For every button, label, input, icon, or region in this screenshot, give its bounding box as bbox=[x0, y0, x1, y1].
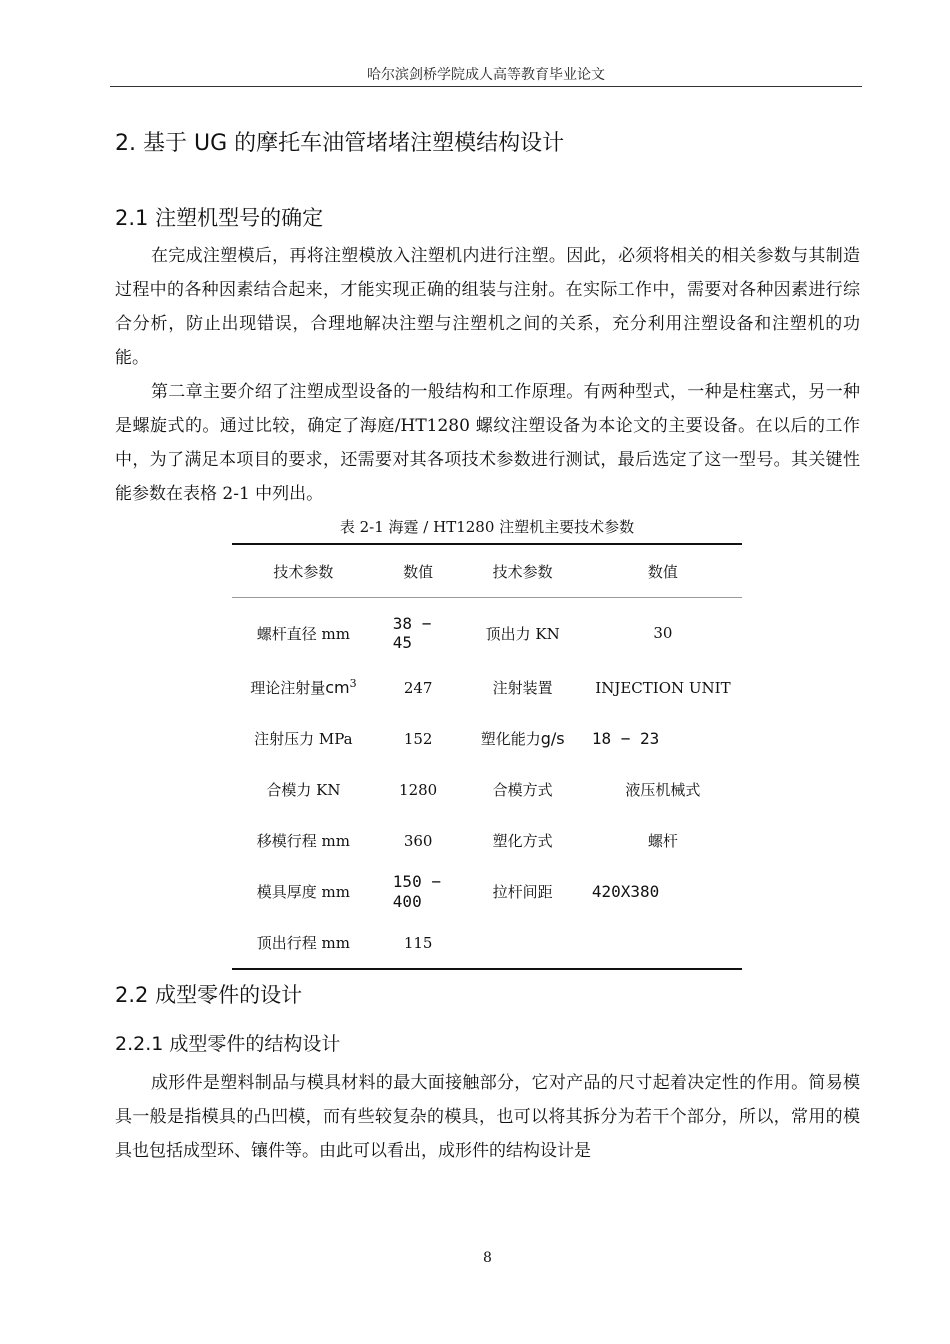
param-cell: 拉杆间距 bbox=[492, 883, 553, 901]
running-header: 哈尔滨剑桥学院成人高等教育毕业论文 bbox=[367, 67, 605, 83]
param-label: 理论注射量 bbox=[250, 679, 326, 697]
page-number: 8 bbox=[483, 1250, 492, 1266]
param-cell: 注射装置 bbox=[492, 679, 553, 697]
value-cell: 115 bbox=[403, 933, 433, 952]
table-row bbox=[232, 598, 742, 663]
unit-superscript: 3 bbox=[349, 677, 357, 690]
unit-label: cm bbox=[325, 678, 350, 697]
section-2-2-title: 2.2 成型零件的设计 bbox=[115, 983, 303, 1007]
value-cell: 30 bbox=[653, 624, 673, 642]
value-cell: 150 − 400 bbox=[392, 871, 441, 911]
chapter-title: 2. 基于 UG 的摩托车油管堵堵注塑模结构设计 bbox=[115, 131, 565, 156]
value-cell: 18 − 23 bbox=[591, 729, 660, 748]
header-param-2: 技术参数 bbox=[492, 562, 553, 581]
param-cell: 注射压力 MPa bbox=[254, 730, 353, 748]
header-rule bbox=[110, 86, 862, 87]
param-cell: 合模力 KN bbox=[266, 781, 341, 799]
param-cell: 塑化方式 bbox=[492, 832, 553, 850]
section-2-2-1-paragraph: 成形件是塑料制品与模具材料的最大面接触部分，它对产品的尺寸起着决定性的作用。简易模具一般是指模具的凸凹模，而有些较复杂的模具，也可以将其拆分为若干个部分，所以，常用的模具也包括成型环、镶件等。由此可以看出，成形件的结构设计是 bbox=[115, 1073, 860, 1161]
section-2-1-paragraph-1: 在完成注塑模后，再将注塑模放入注塑机内进行注塑。因此，必须将相关的相关参数与其制造过程中的各种因素结合起来，才能实现正确的组装与注射。在实际工作中，需要对各种因素进行综合分析，防止出现错误，合理地解决注塑与注塑机之间的关系，充分利用注塑设备和注塑机的功能。 bbox=[115, 246, 860, 368]
value-cell: 液压机械式 bbox=[625, 781, 701, 799]
table-header-row bbox=[232, 544, 742, 598]
table-caption: 表 2-1 海霆 / HT1280 注塑机主要技术参数 bbox=[339, 518, 635, 536]
param-cell: 螺杆直径 mm bbox=[256, 624, 350, 643]
technical-parameters-table bbox=[232, 543, 742, 970]
param-cell: 顶出行程 mm bbox=[256, 934, 350, 952]
param-cell: 合模方式 bbox=[492, 781, 553, 799]
param-label: 塑化能力 bbox=[480, 730, 541, 748]
unit-label: g/s bbox=[540, 729, 565, 748]
param-cell: 移模行程 mm bbox=[256, 832, 350, 850]
table-row bbox=[232, 764, 742, 815]
param-cell bbox=[461, 713, 583, 764]
param-cell: 模具厚度 mm bbox=[256, 883, 350, 901]
header-value-1: 数值 bbox=[403, 562, 434, 581]
param-cell: 顶出力 KN bbox=[485, 624, 560, 643]
table-row bbox=[232, 662, 742, 713]
value-cell: 1280 bbox=[399, 780, 438, 799]
header-param-1: 技术参数 bbox=[273, 562, 334, 581]
value-cell: 152 bbox=[403, 729, 433, 748]
value-cell: 38 − 45 bbox=[392, 614, 432, 652]
section-2-2-1-title: 2.2.1 成型零件的结构设计 bbox=[115, 1033, 341, 1055]
table-row bbox=[232, 917, 742, 969]
value-cell: INJECTION UNIT bbox=[595, 678, 731, 697]
table-row bbox=[232, 866, 742, 917]
header-value-2: 数值 bbox=[647, 562, 678, 581]
section-2-1-title: 2.1 注塑机型号的确定 bbox=[115, 206, 324, 230]
value-cell: 247 bbox=[403, 678, 433, 697]
value-cell: 420X380 bbox=[591, 882, 660, 901]
param-cell bbox=[232, 662, 375, 713]
table-row bbox=[232, 815, 742, 866]
value-cell: 螺杆 bbox=[647, 832, 678, 850]
table-row bbox=[232, 713, 742, 764]
value-cell: 360 bbox=[403, 831, 433, 850]
section-2-1-paragraph-2: 第二章主要介绍了注塑成型设备的一般结构和工作原理。有两种型式，一种是柱塞式，另一种是螺旋式的。通过比较，确定了海庭/HT1280 螺纹注塑设备为本论文的主要设备。在以后的工作中，为了满足本项目的要求，还需要对其各项技术参数进行测试，最后选定了这一型号。其关键性能参数在表格 2-1 中列出。 bbox=[115, 382, 860, 504]
value-cell bbox=[584, 917, 742, 969]
param-cell bbox=[461, 917, 583, 969]
